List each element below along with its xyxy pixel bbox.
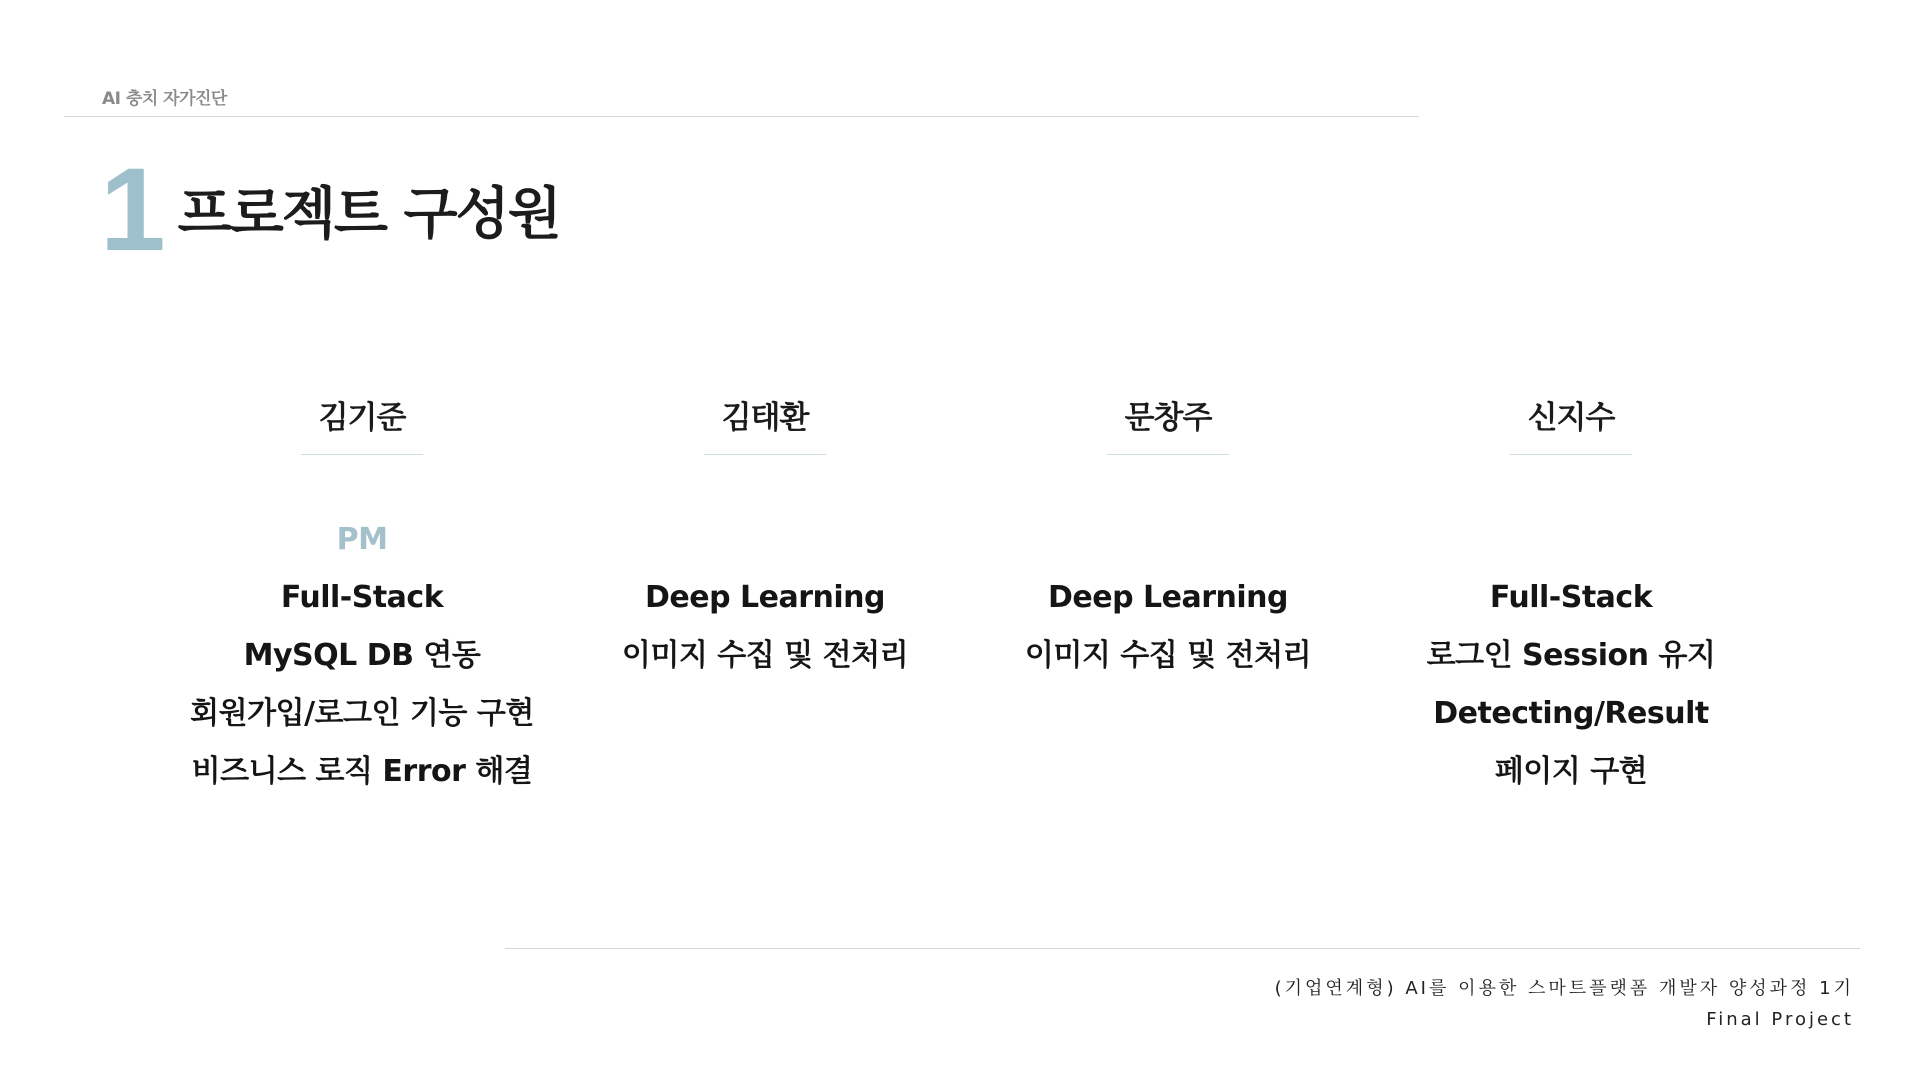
role-badge-pm: PM <box>336 522 388 557</box>
role-line: Detecting/Result <box>1433 696 1709 731</box>
footer-project: Final Project <box>1706 1009 1854 1030</box>
role-line: MySQL DB 연동 <box>243 638 481 673</box>
role-line: 이미지 수집 및 전처리 <box>1024 638 1312 673</box>
member-name: 문창주 <box>1124 400 1212 436</box>
member-name: 신지수 <box>1527 400 1615 436</box>
role-line: Full-Stack <box>1489 580 1653 615</box>
member-roles <box>162 511 562 801</box>
member-card-moon-changju <box>968 395 1368 685</box>
member-card-kim-kijun <box>162 395 562 801</box>
role-line: 회원가입/로그인 기능 구현 <box>190 696 534 731</box>
member-list <box>0 395 1920 815</box>
role-line: Full-Stack <box>280 580 444 615</box>
member-roles <box>565 511 965 685</box>
member-roles <box>968 511 1368 685</box>
page-title: 프로젝트 구성원 <box>177 182 560 247</box>
name-underline <box>1107 454 1229 455</box>
member-card-shin-jisu <box>1371 395 1771 801</box>
role-line: 로그인 Session 유지 <box>1426 638 1716 673</box>
role-line: 페이지 구현 <box>1494 754 1648 789</box>
role-line: Deep Learning <box>645 580 885 615</box>
name-underline <box>704 454 826 455</box>
header-label: AI 충치 자가진단 <box>102 89 227 109</box>
role-line: Deep Learning <box>1048 580 1288 615</box>
footer-divider <box>505 948 1860 949</box>
role-line: 이미지 수집 및 전처리 <box>621 638 909 673</box>
section-heading <box>100 144 560 276</box>
footer-course: (기업연계형) AI를 이용한 스마트플랫폼 개발자 양성과정 1기 <box>1274 978 1854 999</box>
role-line: 비즈니스 로직 Error 해결 <box>191 754 533 789</box>
section-number: 1 <box>100 144 162 276</box>
member-card-kim-taehwan <box>565 395 965 685</box>
header-divider <box>64 116 1419 117</box>
name-underline <box>1510 454 1632 455</box>
member-roles <box>1371 511 1771 801</box>
member-name: 김태환 <box>721 400 809 436</box>
member-name: 김기준 <box>318 400 406 436</box>
name-underline <box>301 454 423 455</box>
